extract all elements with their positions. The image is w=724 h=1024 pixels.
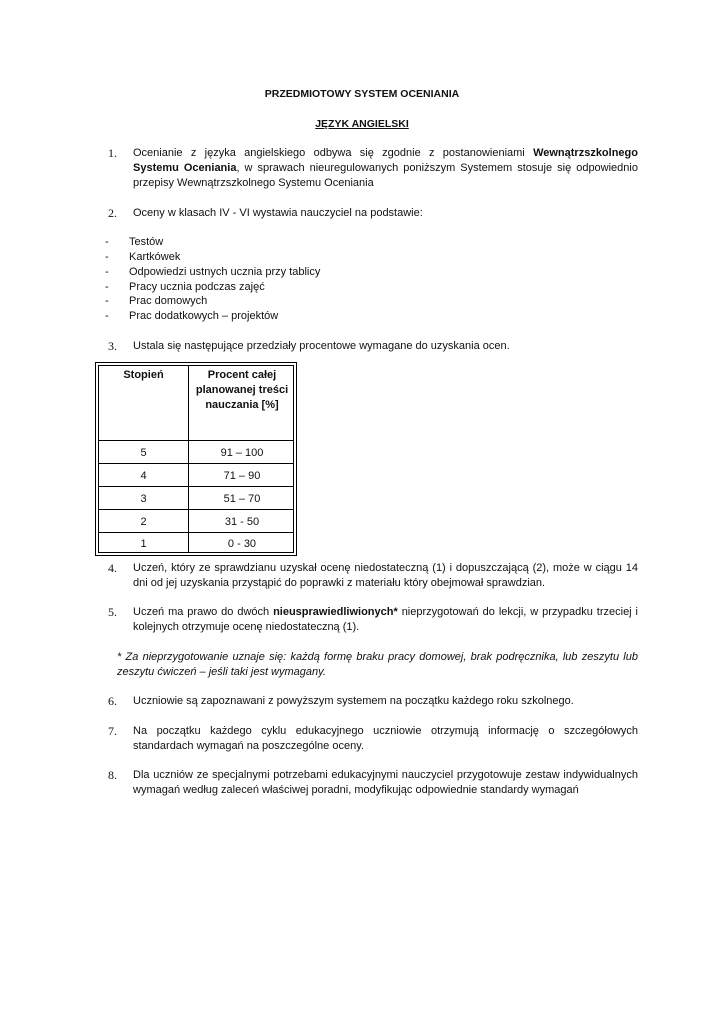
section-1-text-start: Ocenianie z języka angielskiego odbywa się zgodnie z postanowieniami <box>133 147 534 159</box>
section-7-text: Na początku każdego cyklu edukacyjnego uczniowie otrzymują informację o szczegółowych standardach wymagań na poszczególne oceny. <box>133 725 638 752</box>
list-dash: - <box>105 251 109 263</box>
table-divider <box>99 440 293 441</box>
table-cell-percent: 51 – 70 <box>223 493 261 505</box>
list-dash: - <box>105 266 109 278</box>
section-4-number: 4. <box>108 561 117 575</box>
section-2-text: Oceny w klasach IV - VI wystawia nauczyciel na podstawie: <box>133 207 423 219</box>
list-dash: - <box>105 236 109 248</box>
list-item: Kartkówek <box>129 251 181 263</box>
section-1-number: 1. <box>108 146 117 160</box>
section-5-text-end: nieprzygotowań do lekcji, w przypadku trzeciej i kolejnych otrzymuje ocenę niedostateczną (1). <box>133 606 638 633</box>
table-cell-percent: 31 - 50 <box>224 516 260 528</box>
section-1-bold: Wewnątrzszkolnego Systemu Oceniania <box>133 147 638 174</box>
section-5-text <box>133 605 638 635</box>
list-dash: - <box>105 281 109 293</box>
list-item: Prac domowych <box>129 295 208 307</box>
table-cell-percent: 0 - 30 <box>227 538 257 550</box>
section-1-text <box>133 146 638 191</box>
section-3-number: 3. <box>108 339 117 353</box>
table-divider <box>99 463 293 464</box>
list-item: Pracy ucznia podczas zajęć <box>129 281 265 293</box>
section-6-number: 6. <box>108 694 117 708</box>
section-5-text-start: Uczeń ma prawo do dwóch <box>133 606 274 618</box>
list-dash: - <box>105 310 109 322</box>
list-dash: - <box>105 295 109 307</box>
table-cell-percent: 91 – 100 <box>220 447 264 459</box>
table-cell-grade: 5 <box>140 447 147 459</box>
subject-title: JĘZYK ANGIELSKI <box>315 118 409 130</box>
table-divider <box>99 486 293 487</box>
section-6-text: Uczniowie są zapoznawani z powyższym systemem na początku każdego roku szkolnego. <box>133 695 574 707</box>
table-divider <box>99 509 293 510</box>
section-3-text: Ustala się następujące przedziały procentowe wymagane do uzyskania ocen. <box>133 340 510 352</box>
section-5-number: 5. <box>108 605 117 619</box>
grade-table-inner <box>98 365 294 553</box>
table-header-percent: Procent całej planowanej treści nauczania [%] <box>195 369 289 411</box>
table-cell-grade: 2 <box>140 516 147 528</box>
document-title: PRZEDMIOTOWY SYSTEM OCENIANIA <box>264 88 460 100</box>
list-item: Testów <box>129 236 164 248</box>
section-2-number: 2. <box>108 206 117 220</box>
list-item: Prac dodatkowych – projektów <box>129 310 279 322</box>
table-header-grade: Stopień <box>123 369 164 381</box>
table-cell-grade: 1 <box>140 538 147 550</box>
section-5-bold: nieusprawiedliwionych* <box>273 606 398 618</box>
table-cell-grade: 3 <box>140 493 147 505</box>
section-1-text-end: , w sprawach nieuregulowanych poniższym Systemem stosuje się odpowiednio przepisy Wewnątrzszkolnego Systemu Oceniania <box>133 162 638 189</box>
table-cell-percent: 71 – 90 <box>223 470 261 482</box>
section-7-number: 7. <box>108 724 117 738</box>
table-cell-grade: 4 <box>140 470 147 482</box>
table-divider <box>99 532 293 533</box>
section-8-number: 8. <box>108 768 117 782</box>
footnote: * Za nieprzygotowanie uznaje się: każdą formę braku pracy domowej, brak podręcznika, lub zeszytu lub zeszytu ćwiczeń – jeśli taki jest wymagany. <box>117 651 638 678</box>
list-item: Odpowiedzi ustnych ucznia przy tablicy <box>129 266 321 278</box>
section-4-text: Uczeń, który ze sprawdzianu uzyskał ocenę niedostateczną (1) i dopuszczającą (2), może w ciągu 14 dni od jej uzyskania przystąpić do poprawki z materiału który obejmował sprawdzian. <box>133 562 638 589</box>
grade-table <box>95 362 297 556</box>
section-8-text: Dla uczniów ze specjalnymi potrzebami edukacyjnymi nauczyciel przygotowuje zestaw indywidualnych wymagań według zaleceń właściwej poradni, modyfikując odpowiednie standardy wymagań <box>133 769 638 796</box>
